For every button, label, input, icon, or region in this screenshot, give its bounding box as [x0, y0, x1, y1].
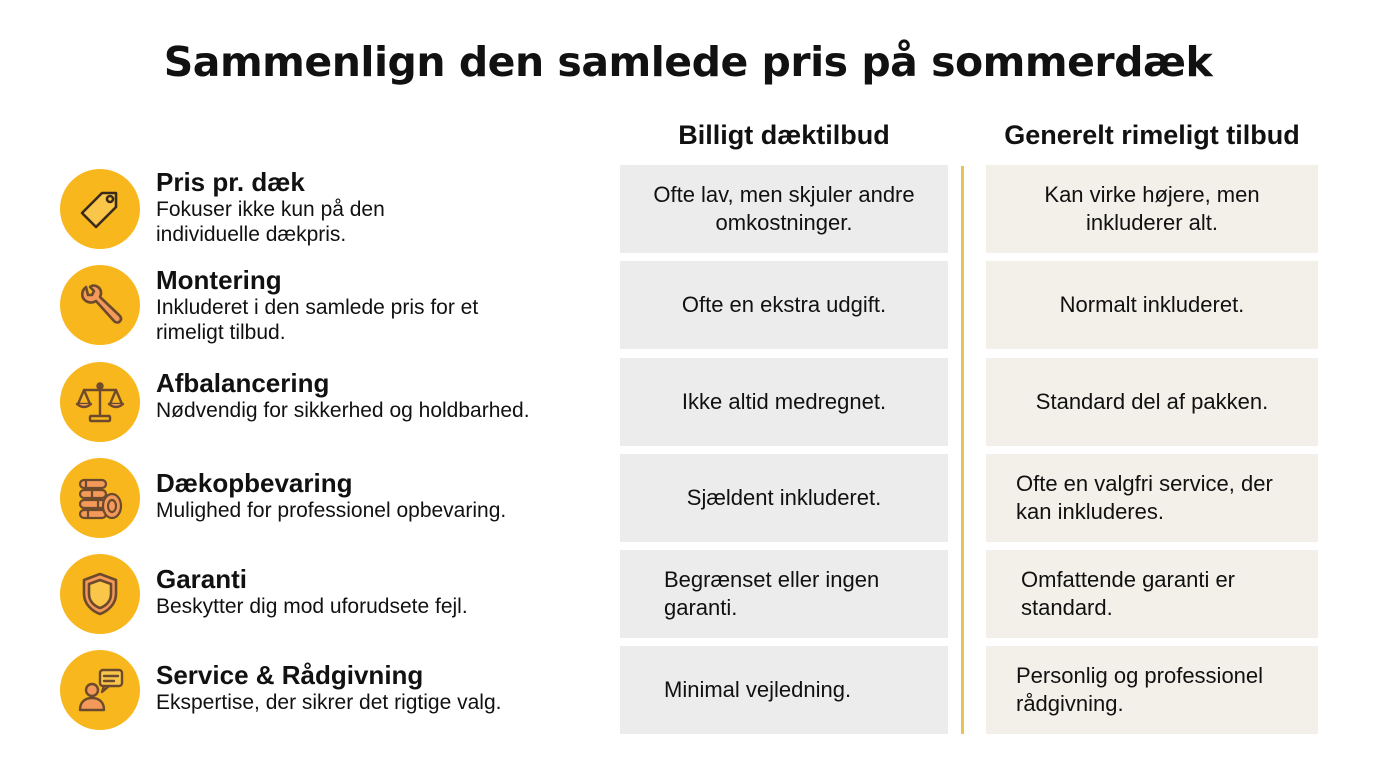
- cell-fair-mounting: [986, 261, 1318, 349]
- shield-icon: [60, 554, 140, 634]
- comparison-row-service: [0, 646, 1376, 734]
- tire-stack-icon: [60, 458, 140, 538]
- cell-cheap-mounting: [620, 261, 948, 349]
- column-header-fair: Generelt rimeligt tilbud: [1004, 120, 1300, 150]
- feature-title: Service & Rådgivning: [156, 660, 424, 690]
- feature-mounting: [156, 265, 596, 345]
- wrench-icon: [60, 265, 140, 345]
- feature-description: Beskytter dig mod uforudsete fejl.: [156, 595, 468, 618]
- cell-text: Ofte en valgfri service, der kan inkluderes.: [1016, 471, 1273, 524]
- feature-balancing: [156, 368, 596, 423]
- cell-text: Begrænset eller ingen garanti.: [664, 567, 880, 620]
- cell-text: Ofte en ekstra udgift.: [681, 292, 887, 317]
- cell-text: Normalt inkluderet.: [1059, 292, 1245, 317]
- cell-text: Ikke altid medregnet.: [681, 389, 887, 414]
- feature-price: [156, 167, 596, 247]
- cell-cheap-warranty: [620, 550, 948, 638]
- feature-warranty: [156, 564, 596, 619]
- cell-fair-service: [986, 646, 1318, 734]
- price-tag-icon: [60, 169, 140, 249]
- feature-title: Montering: [156, 265, 282, 295]
- feature-title: Dækopbevaring: [156, 468, 353, 498]
- balance-scale-icon: [60, 362, 140, 442]
- cell-text: Sjældent inkluderet.: [686, 485, 882, 510]
- cell-fair-balancing: [986, 358, 1318, 446]
- comparison-row-warranty: [0, 550, 1376, 638]
- cell-cheap-price: [620, 165, 948, 253]
- feature-description: Nødvendig for sikkerhed og holdbarhed.: [156, 399, 530, 422]
- cell-fair-price: [986, 165, 1318, 253]
- page-title: Sammenlign den samlede pris på sommerdæk: [163, 38, 1213, 86]
- cell-text: Kan virke højere, men inkluderer alt.: [1044, 182, 1260, 235]
- cell-cheap-service: [620, 646, 948, 734]
- cell-text: Personlig og professionel rådgivning.: [1016, 663, 1264, 716]
- feature-title: Afbalancering: [156, 368, 330, 398]
- comparison-row-mounting: [0, 261, 1376, 349]
- feature-description: Inkluderet i den samlede pris for et rimeligt tilbud.: [156, 296, 479, 344]
- advisor-chat-icon: [60, 650, 140, 730]
- comparison-row-balancing: [0, 358, 1376, 446]
- feature-description: Mulighed for professionel opbevaring.: [156, 499, 507, 522]
- feature-description: Ekspertise, der sikrer det rigtige valg.: [156, 691, 502, 714]
- cell-fair-warranty: [986, 550, 1318, 638]
- feature-title: Garanti: [156, 564, 248, 594]
- cell-text: Ofte lav, men skjuler andre omkostninger.: [653, 182, 915, 235]
- feature-title: Pris pr. dæk: [156, 167, 305, 197]
- comparison-row-price: [0, 165, 1376, 253]
- cell-cheap-storage: [620, 454, 948, 542]
- cell-text: Minimal vejledning.: [664, 677, 852, 702]
- cell-text: Standard del af pakken.: [1035, 389, 1269, 414]
- feature-description: Fokuser ikke kun på den individuelle dækpris.: [156, 198, 385, 246]
- feature-storage: [156, 468, 596, 523]
- column-header-cheap: Billigt dæktilbud: [678, 120, 890, 150]
- feature-service: [156, 660, 596, 715]
- comparison-row-storage: [0, 454, 1376, 542]
- cell-fair-storage: [986, 454, 1318, 542]
- cell-cheap-balancing: [620, 358, 948, 446]
- cell-text: Omfattende garanti er standard.: [1021, 567, 1236, 620]
